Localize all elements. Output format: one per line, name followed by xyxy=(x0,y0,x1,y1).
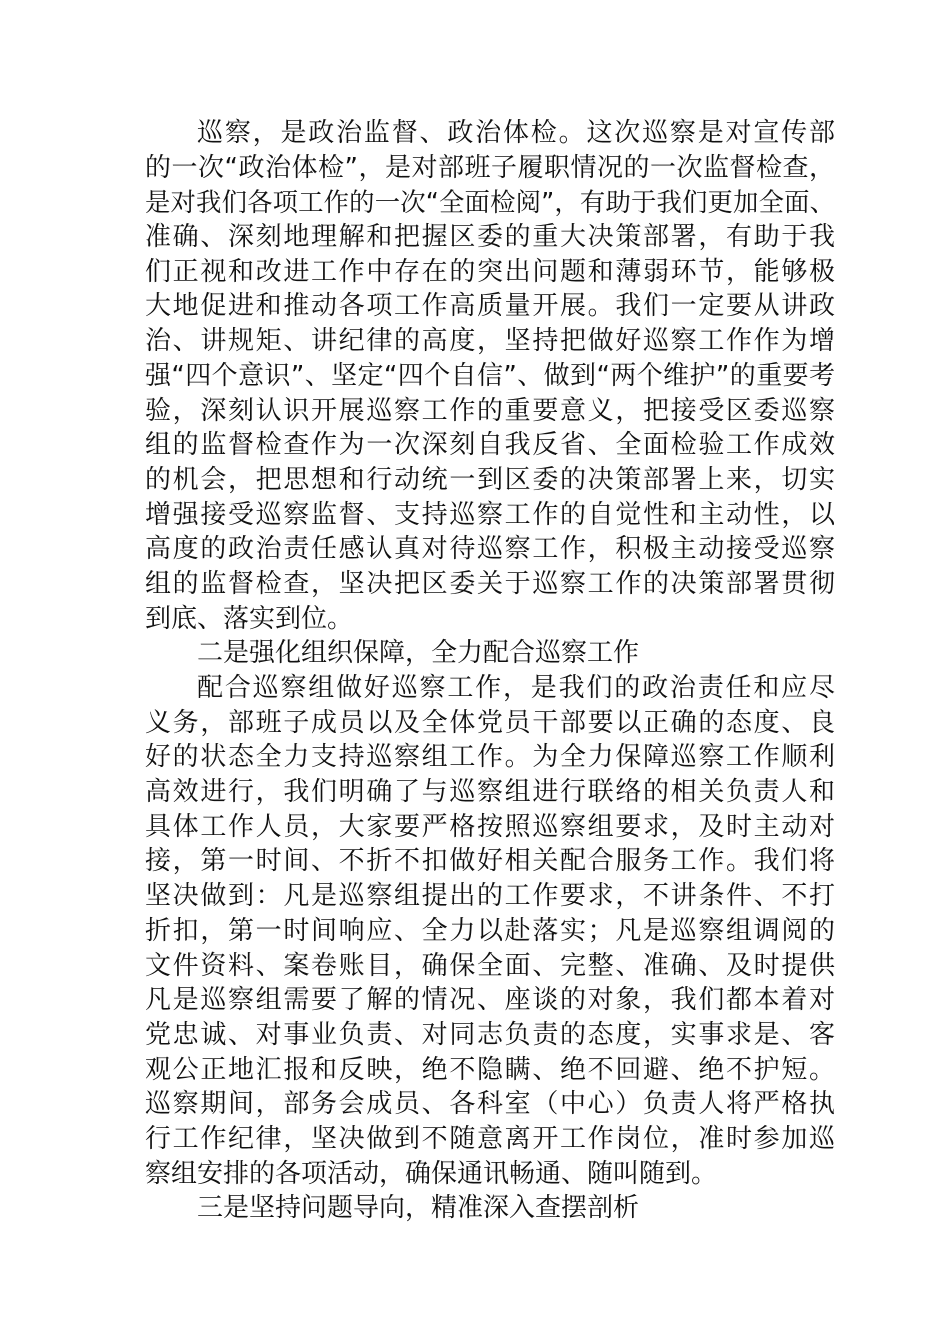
paragraph-2-line-7: 坚决做到：凡是巡察组提出的工作要求，不讲条件、不打 xyxy=(145,881,835,912)
paragraph-1-line-14: 组的监督检查，坚决把区委关于巡察工作的决策部署贯彻 xyxy=(145,568,835,599)
paragraph-1-line-9: 验，深刻认识开展巡察工作的重要意义，把接受区委巡察 xyxy=(145,395,835,426)
paragraph-2-line-14: 行工作纪律，坚决做到不随意离开工作岗位，准时参加巡 xyxy=(145,1123,835,1154)
section-heading-3: 三是坚持问题导向，精准深入查摆剖析 xyxy=(197,1193,640,1224)
paragraph-2-line-2: 义务，部班子成员以及全体党员干部要以正确的态度、良 xyxy=(145,707,835,738)
paragraph-1-line-13: 高度的政治责任感认真对待巡察工作，积极主动接受巡察 xyxy=(145,534,835,565)
paragraph-1-line-15: 到底、落实到位。 xyxy=(145,603,354,634)
paragraph-1-line-2: 的一次“政治体检”，是对部班子履职情况的一次监督检查， xyxy=(145,152,835,183)
paragraph-1-line-6: 大地促进和推动各项工作高质量开展。我们一定要从讲政 xyxy=(145,291,835,322)
paragraph-1-line-1: 巡察，是政治监督、政治体检。这次巡察是对宣传部 xyxy=(197,118,835,148)
paragraph-1-line-3: 是对我们各项工作的一次“全面检阅”，有助于我们更加全面、 xyxy=(145,187,835,218)
paragraph-2-line-10: 凡是巡察组需要了解的情况、座谈的对象，我们都本着对 xyxy=(145,985,835,1016)
paragraph-2-line-15: 察组安排的各项活动，确保通讯畅通、随叫随到。 xyxy=(145,1158,718,1189)
paragraph-2-line-13: 巡察期间，部务会成员、各科室（中心）负责人将严格执 xyxy=(145,1089,835,1120)
paragraph-1-line-8: 强“四个意识”、坚定“四个自信”、做到“两个维护”的重要考 xyxy=(145,360,835,391)
section-heading-2: 二是强化组织保障，全力配合巡察工作 xyxy=(197,638,640,669)
body-text xyxy=(145,116,835,1226)
paragraph-2-line-1: 配合巡察组做好巡察工作，是我们的政治责任和应尽 xyxy=(197,673,835,703)
paragraph-2-line-5: 具体工作人员，大家要严格按照巡察组要求，及时主动对 xyxy=(145,811,835,842)
paragraph-1-line-5: 们正视和改进工作中存在的突出问题和薄弱环节，能够极 xyxy=(145,256,835,287)
paragraph-1-line-11: 的机会，把思想和行动统一到区委的决策部署上来，切实 xyxy=(145,464,835,495)
paragraph-2-line-12: 观公正地汇报和反映，绝不隐瞒、绝不回避、绝不护短。 xyxy=(145,1054,835,1085)
paragraph-2-line-11: 党忠诚、对事业负责、对同志负责的态度，实事求是、客 xyxy=(145,1019,835,1050)
paragraph-2-line-3: 好的状态全力支持巡察组工作。为全力保障巡察工作顺利 xyxy=(145,742,835,773)
paragraph-2-line-9: 文件资料、案卷账目，确保全面、完整、准确、及时提供 xyxy=(145,950,835,981)
paragraph-2-line-4: 高效进行，我们明确了与巡察组进行联络的相关负责人和 xyxy=(145,777,835,808)
paragraph-2-line-6: 接，第一时间、不折不扣做好相关配合服务工作。我们将 xyxy=(145,846,835,877)
paragraph-1-line-12: 增强接受巡察监督、支持巡察工作的自觉性和主动性，以 xyxy=(145,499,835,530)
paragraph-1-line-10: 组的监督检查作为一次深刻自我反省、全面检验工作成效 xyxy=(145,430,835,461)
paragraph-2-line-8: 折扣，第一时间响应、全力以赴落实；凡是巡察组调阅的 xyxy=(145,915,835,946)
paragraph-1-line-7: 治、讲规矩、讲纪律的高度，坚持把做好巡察工作作为增 xyxy=(145,326,835,357)
paragraph-1-line-4: 准确、深刻地理解和把握区委的重大决策部署，有助于我 xyxy=(145,222,835,253)
